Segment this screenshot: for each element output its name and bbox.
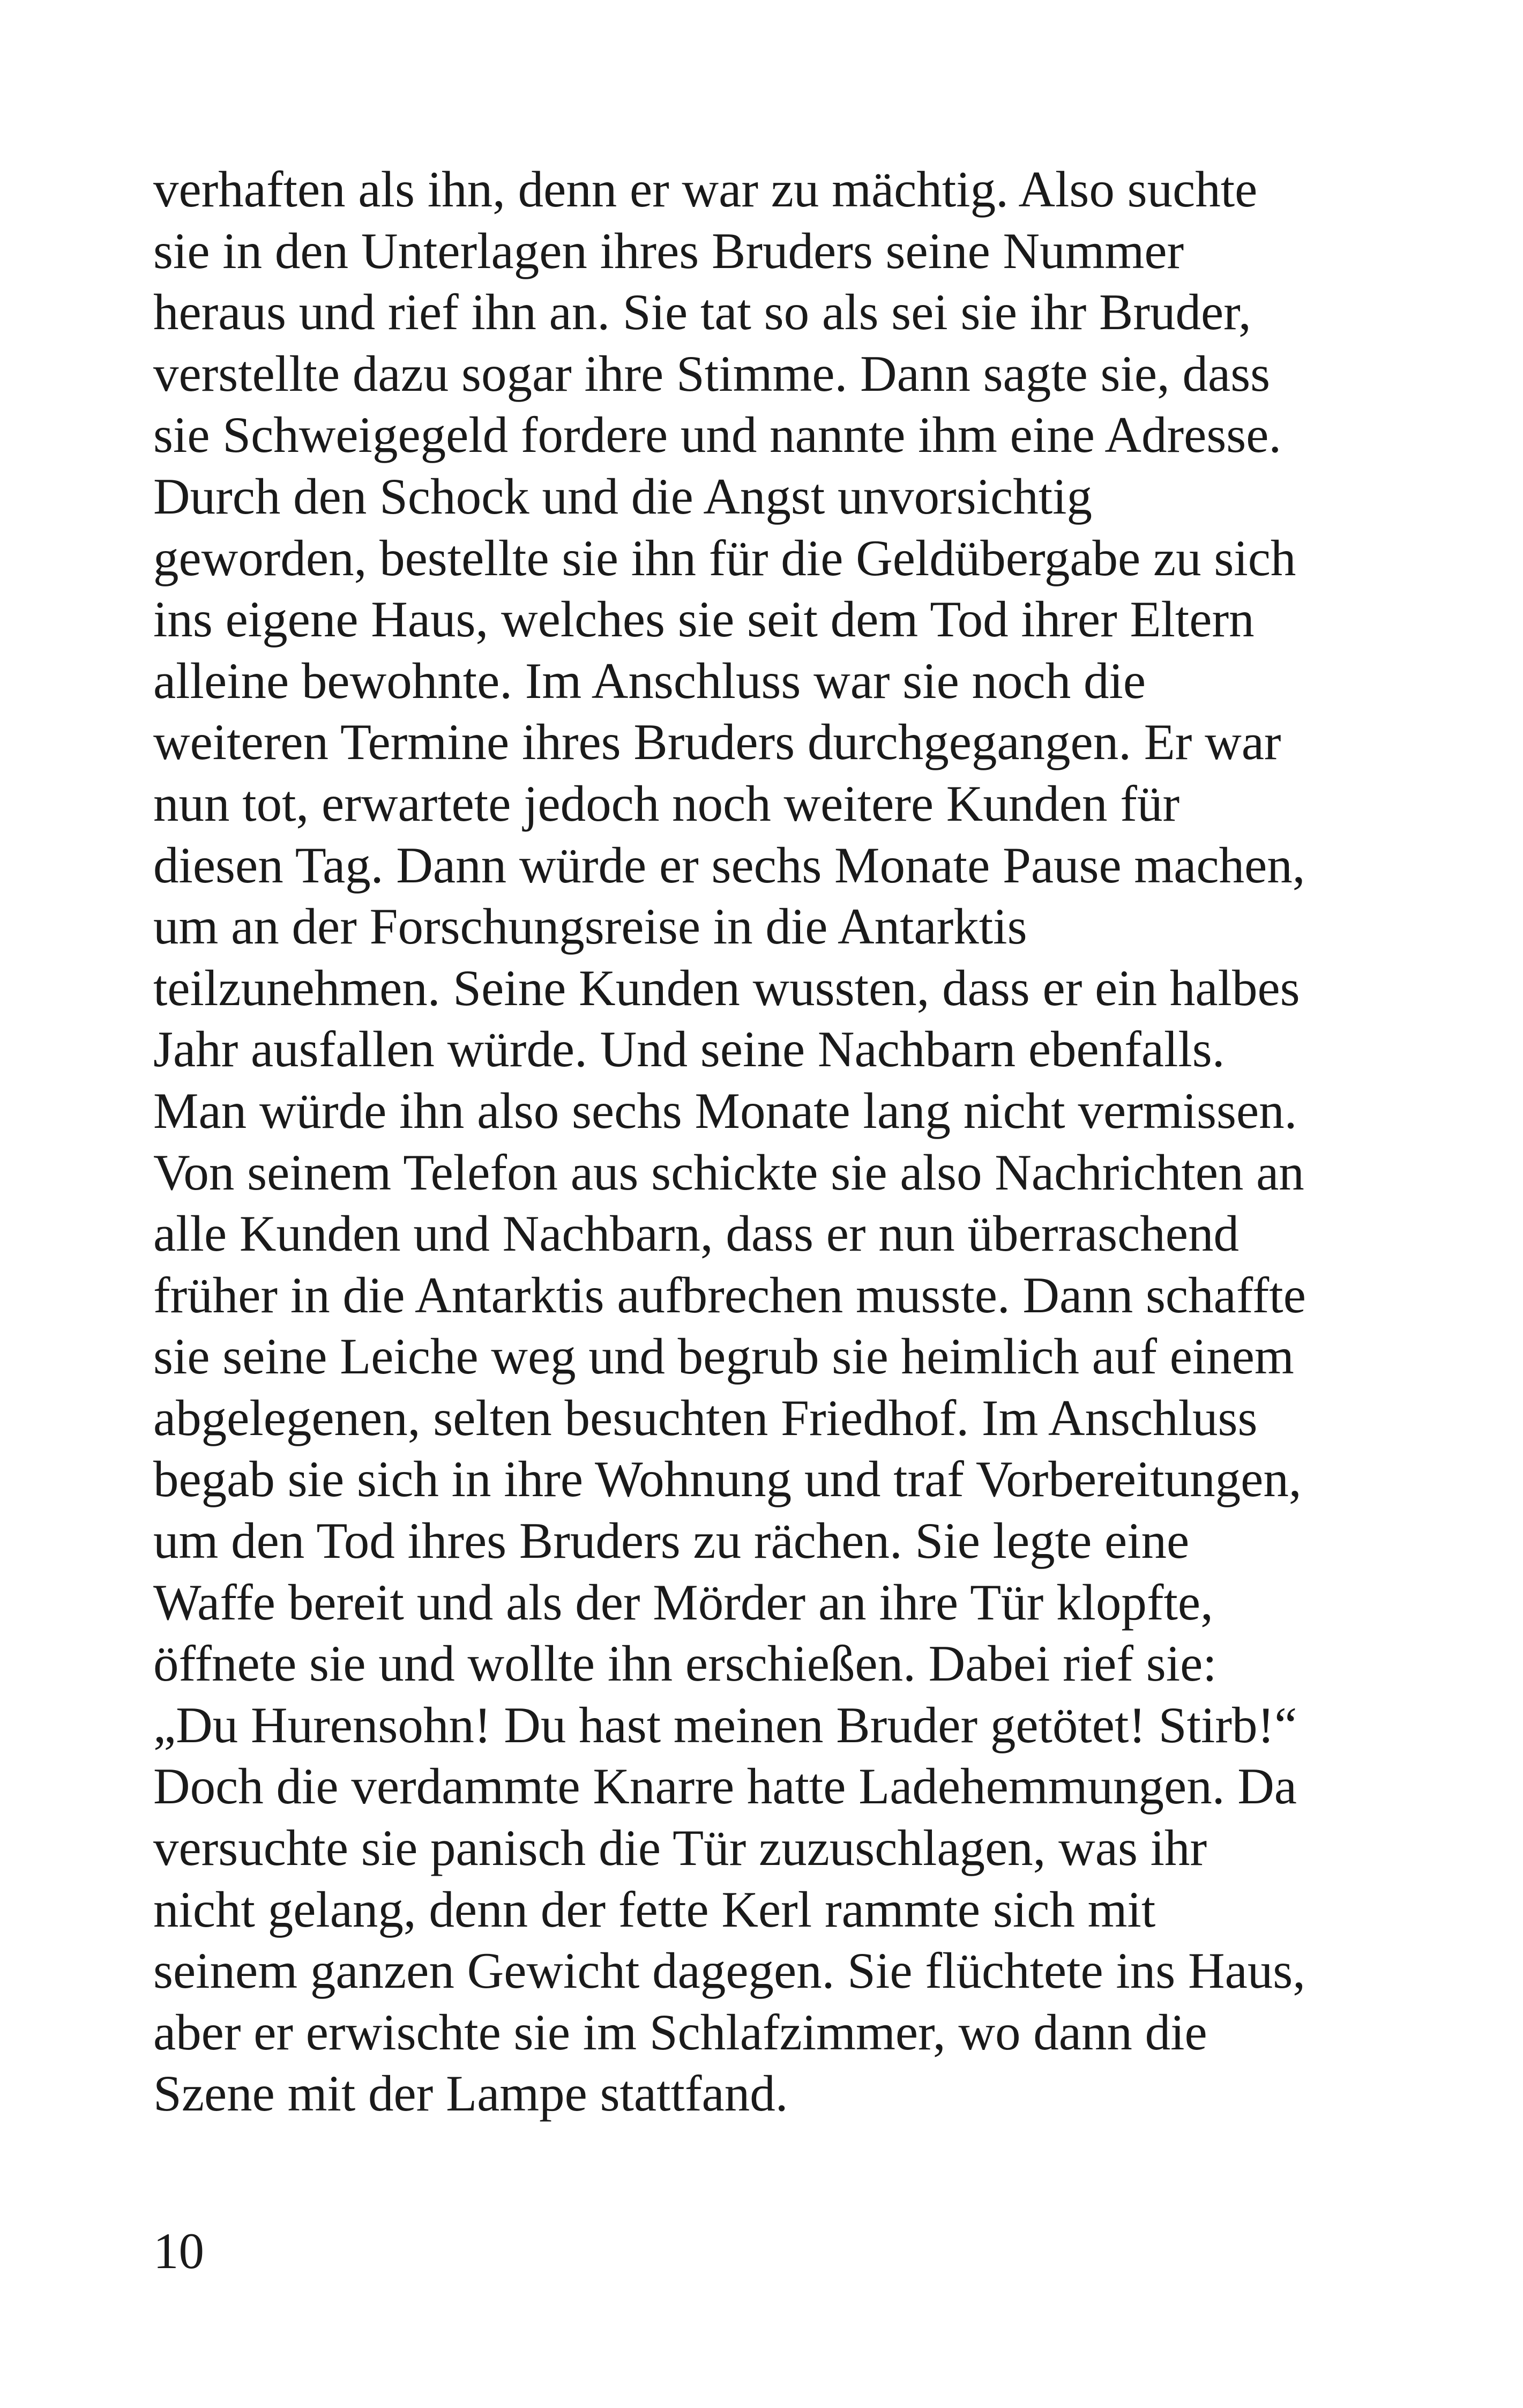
text-line: teilzunehmen. Seine Kunden wussten, dass er ein halbes [153,959,1300,1016]
text-line: weiteren Termine ihres Bruders durchgegangen. Er war [153,714,1281,771]
text-line: Man würde ihn also sechs Monate lang nicht vermissen. [153,1082,1297,1139]
page-number: 10 [153,2223,204,2279]
text-line: diesen Tag. Dann würde er sechs Monate Pause machen, [153,836,1305,894]
text-line: öffnete sie und wollte ihn erschießen. Dabei rief sie: [153,1635,1217,1692]
text-line: Szene mit der Lampe stattfand. [153,2065,788,2122]
text-line: Jahr ausfallen würde. Und seine Nachbarn ebenfalls. [153,1021,1225,1078]
text-line: Waffe bereit und als der Mörder an ihre Tür klopfte, [153,1573,1213,1631]
text-line: versuchte sie panisch die Tür zuzuschlagen, was ihr [153,1819,1207,1877]
text-line: abgelegenen, selten besuchten Friedhof. Im Anschluss [153,1389,1258,1446]
text-line: früher in die Antarktis aufbrechen musste. Dann schaffte [153,1266,1306,1324]
text-line: ins eigene Haus, welches sie seit dem Tod ihrer Eltern [153,591,1255,648]
text-line: heraus und rief ihn an. Sie tat so als sei sie ihr Bruder, [153,284,1251,341]
text-line: „Du Hurensohn! Du hast meinen Bruder getötet! Stirb!“ [153,1696,1297,1753]
text-line: alle Kunden und Nachbarn, dass er nun überraschend [153,1205,1239,1262]
text-line: Von seinem Telefon aus schickte sie also Nachrichten an [153,1143,1304,1201]
text-line: sie seine Leiche weg und begrub sie heimlich auf einem [153,1328,1294,1385]
text-line: seinem ganzen Gewicht dagegen. Sie flüchtete ins Haus, [153,1942,1305,2000]
text-line: um an der Forschungsreise in die Antarktis [153,898,1027,955]
text-line: alleine bewohnte. Im Anschluss war sie noch die [153,652,1146,709]
text-line: aber er erwischte sie im Schlafzimmer, wo dann die [153,2003,1207,2061]
text-line: verhaften als ihn, denn er war zu mächtig. Also suchte [153,161,1258,218]
text-line: sie Schweigegeld fordere und nannte ihm eine Adresse. [153,406,1282,464]
text-line: Doch die verdammte Knarre hatte Ladehemmungen. Da [153,1758,1297,1815]
text-line: um den Tod ihres Bruders zu rächen. Sie legte eine [153,1512,1190,1570]
text-line: Durch den Schock und die Angst unvorsichtig [153,467,1092,525]
text-line: geworden, bestellte sie ihn für die Geldübergabe zu sich [153,529,1296,586]
text-line: begab sie sich in ihre Wohnung und traf Vorbereitungen, [153,1451,1302,1508]
text-line: verstellte dazu sogar ihre Stimme. Dann sagte sie, dass [153,345,1271,402]
body-text [153,159,1402,2124]
text-line: nun tot, erwartete jedoch noch weitere Kunden für [153,775,1180,832]
text-line: sie in den Unterlagen ihres Bruders seine Nummer [153,222,1184,279]
text-line: nicht gelang, denn der fette Kerl rammte sich mit [153,1881,1156,1938]
